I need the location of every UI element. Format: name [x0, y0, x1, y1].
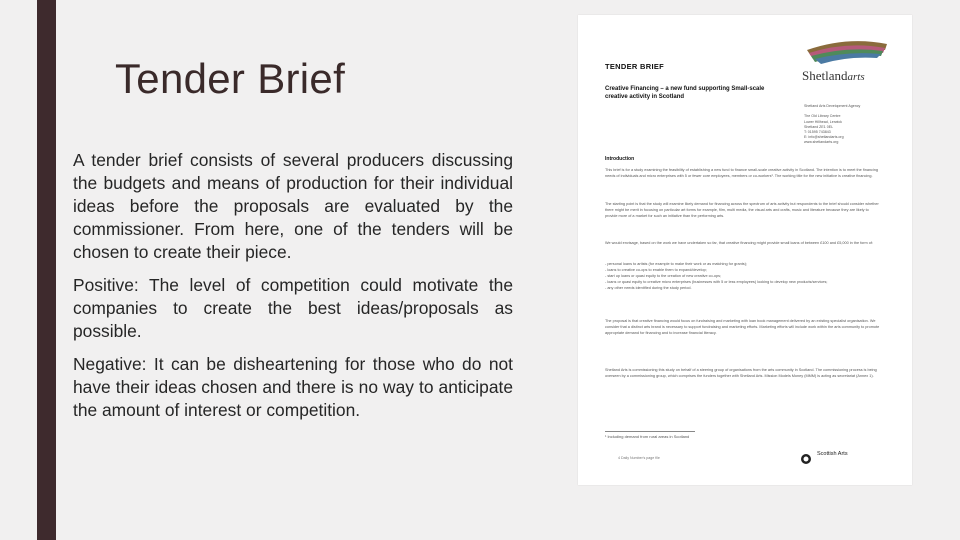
accent-bar	[37, 0, 56, 540]
document-paragraph: The starting point is that the study will examine likely demand for financing across the spectrum of arts activity but respondents to the brief should consider whether there might be merit in focusing on particular art forms for example, film, multi media, the visual arts and crafts, music and literature because they are likely to provide more of a market for such an initiative than the performing arts.	[605, 202, 879, 218]
document-paragraph: Shetland Arts is commissioning this study on behalf of a steering group of organisations from the arts community in Scotland. The commissioning process is being overseen by a commissioning group, which comprises the funders together with Shetland Arts. Mission Models Money (MMM) is acting as secretariat (Annex 1).	[605, 368, 877, 378]
tender-brief-document-image	[578, 15, 912, 485]
document-paragraph: This brief is for a study examining the feasibility of establishing a new fund to finance small-scale creative activity in Scotland. The intention is to meet the financing needs of individuals and micro enterprises with 5 or fewer core employees, members or co-workers¹. The working title for the new initiative is creative financing.	[605, 168, 879, 178]
shetland-arts-logo-icon	[805, 36, 889, 66]
paragraph-positive: Positive: The level of competition could motivate the companies to create the best ideas/proposals as possible.	[73, 275, 513, 341]
document-paragraph: The proposal is that creative financing would focus on fundraising and marketing with loan book management delivered by an existing specialist organisation. We consider that a distinct arts brand is necessary to support fundraising and marketing efforts. Marketing efforts will include work within the arts community to promote appropriate demand for financing and to increase financial literacy.	[605, 319, 880, 335]
document-paragraph: - personal loans to artists (for example to make their work or as matching for grants); - loans to creative co-ops to enable them to expand/develop; - start up loans or quasi equity to the creation of new creative co-ops; - loans or quasi equity to creative micro enterprises (businesses with 5 or less employees) looking to develop new products/services; - any other needs identified during the study period.	[605, 262, 828, 290]
document-footer-logo: Scottish Arts	[817, 451, 848, 457]
slide-body	[73, 149, 513, 432]
slide-title: Tender Brief	[115, 55, 346, 102]
paragraph-intro: A tender brief consists of several producers discussing the budgets and means of production for their individual ideas before the proposals are evaluated by the commissioner. From here, one of the tenders will be chosen to create their piece.	[73, 150, 513, 262]
document-paragraph: We would envisage, based on the work we have undertaken so far, that creative financing might provide small loans of between £100 and £5,000 in the form of:	[605, 241, 873, 245]
footnote-divider	[605, 431, 695, 432]
document-address: Shetland Arts Development Agency The Old Library Centre Lower Hillhead, Lerwick Shetland ZE1 0EL T: 01595 743843 E: info@shetlandarts.org www.shetlandarts.org	[804, 104, 861, 145]
document-heading: TENDER BRIEF	[605, 62, 665, 71]
document-footnote: ¹ Including demand from rural areas in Scotland	[605, 434, 690, 439]
paragraph-negative: Negative: It can be disheartening for those who do not have their ideas chosen and there is no way to anticipate the amount of interest or competition.	[73, 354, 513, 420]
document-footer-text: 4 Daily Number's page file	[618, 456, 660, 460]
document-intro-heading: Introduction	[605, 156, 635, 162]
document-subtitle: Creative Financing – a new fund supporting Small-scale creative activity in Scotland	[605, 86, 765, 100]
document-brand: Shetlandarts	[802, 68, 865, 83]
